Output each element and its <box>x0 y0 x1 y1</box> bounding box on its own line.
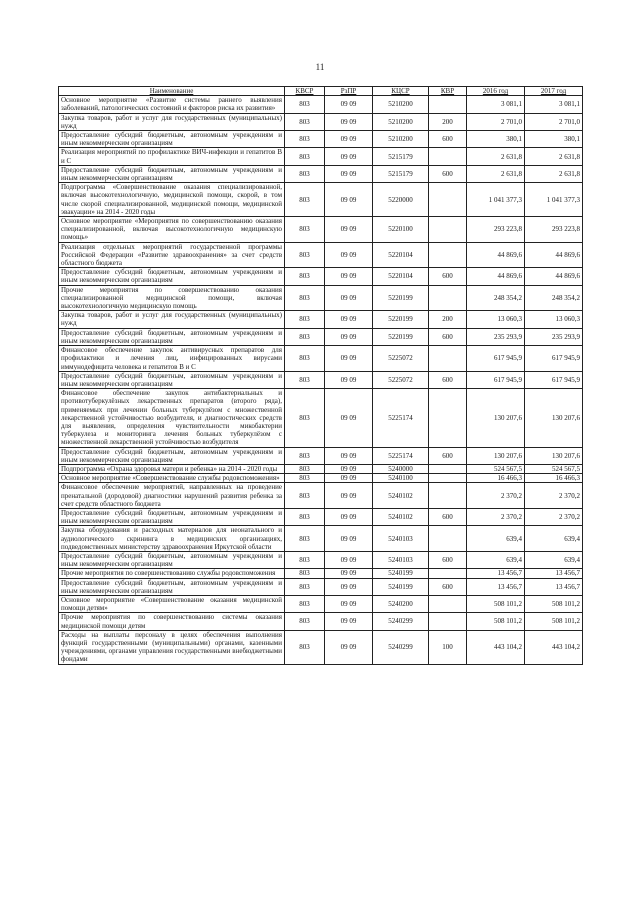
row-kcsr: 5240199 <box>373 578 429 595</box>
row-rzpr: 09 09 <box>325 346 373 372</box>
row-kcsr: 5210200 <box>373 131 429 148</box>
row-kvsr: 803 <box>285 447 325 464</box>
row-2016: 130 207,6 <box>467 389 525 447</box>
budget-table <box>58 86 583 665</box>
row-kvr: 200 <box>429 311 467 328</box>
table-row <box>59 483 583 509</box>
row-kcsr: 5215179 <box>373 165 429 182</box>
row-2016: 617 945,9 <box>467 371 525 388</box>
row-kvr <box>429 464 467 473</box>
row-name: Подпрограмма «Совершенствование оказания специализированной, включая высокотехнологичную, медицинской помощи, скорой, в том числе скорой специализированной, медицинской помощи, медицинской эвакуации» на 2014 - 2020 годы <box>59 183 285 217</box>
row-rzpr: 09 09 <box>325 242 373 268</box>
row-kcsr: 5225072 <box>373 371 429 388</box>
row-2016: 2 370,2 <box>467 508 525 525</box>
table-row <box>59 311 583 328</box>
table-row <box>59 217 583 243</box>
table-row <box>59 96 583 113</box>
row-kcsr: 5240103 <box>373 526 429 552</box>
row-kcsr: 5220199 <box>373 328 429 345</box>
row-kvr: 600 <box>429 371 467 388</box>
row-2017: 248 354,2 <box>525 285 583 311</box>
row-2017: 13 456,7 <box>525 578 583 595</box>
row-kvr <box>429 613 467 630</box>
row-kcsr: 5240102 <box>373 508 429 525</box>
row-2017: 508 101,2 <box>525 595 583 612</box>
row-rzpr: 09 09 <box>325 113 373 130</box>
table-row <box>59 551 583 568</box>
row-kvr <box>429 242 467 268</box>
row-kvsr: 803 <box>285 630 325 664</box>
row-2016: 380,1 <box>467 131 525 148</box>
row-kvr <box>429 389 467 447</box>
row-kvsr: 803 <box>285 483 325 509</box>
row-kvr: 600 <box>429 578 467 595</box>
row-2017: 44 869,6 <box>525 268 583 285</box>
header-kvsr: КВСР <box>285 87 325 96</box>
header-rzpr: РзПР <box>325 87 373 96</box>
row-2016: 2 370,2 <box>467 483 525 509</box>
row-rzpr: 09 09 <box>325 389 373 447</box>
row-2016: 13 456,7 <box>467 569 525 578</box>
row-kvr <box>429 346 467 372</box>
row-kcsr: 5240299 <box>373 630 429 664</box>
row-2016: 639,4 <box>467 551 525 568</box>
table-row <box>59 165 583 182</box>
row-kvsr: 803 <box>285 242 325 268</box>
row-2017: 524 567,5 <box>525 464 583 473</box>
table-row <box>59 613 583 630</box>
row-name: Предоставление субсидий бюджетным, автономным учреждениям и иным некоммерческим организациям <box>59 371 285 388</box>
row-kvsr: 803 <box>285 217 325 243</box>
row-kcsr: 5225072 <box>373 346 429 372</box>
table-row <box>59 578 583 595</box>
row-rzpr: 09 09 <box>325 96 373 113</box>
row-name: Предоставление субсидий бюджетным, автономным учреждениям и иным некоммерческим организациям <box>59 131 285 148</box>
row-rzpr: 09 09 <box>325 483 373 509</box>
table-row <box>59 131 583 148</box>
row-2016: 524 567,5 <box>467 464 525 473</box>
row-2016: 16 466,3 <box>467 474 525 483</box>
row-2017: 2 370,2 <box>525 508 583 525</box>
row-2017: 508 101,2 <box>525 613 583 630</box>
row-name: Предоставление субсидий бюджетным, автономным учреждениям и иным некоммерческим организациям <box>59 578 285 595</box>
row-2016: 13 456,7 <box>467 578 525 595</box>
row-kcsr: 5240299 <box>373 613 429 630</box>
row-kcsr: 5225174 <box>373 447 429 464</box>
row-2016: 1 041 377,3 <box>467 183 525 217</box>
row-2017: 16 466,3 <box>525 474 583 483</box>
row-kvsr: 803 <box>285 311 325 328</box>
row-kvsr: 803 <box>285 389 325 447</box>
row-name: Предоставление субсидий бюджетным, автономным учреждениям и иным некоммерческим организациям <box>59 268 285 285</box>
row-kvr: 600 <box>429 447 467 464</box>
row-2017: 639,4 <box>525 526 583 552</box>
row-kcsr: 5240200 <box>373 595 429 612</box>
row-2016: 617 945,9 <box>467 346 525 372</box>
row-2016: 248 354,2 <box>467 285 525 311</box>
row-kvsr: 803 <box>285 508 325 525</box>
row-name: Закупка товаров, работ и услуг для государственных (муниципальных) нужд <box>59 113 285 130</box>
row-2016: 2 701,0 <box>467 113 525 130</box>
row-kvsr: 803 <box>285 96 325 113</box>
header-kcsr: КЦСР <box>373 87 429 96</box>
row-kcsr: 5240102 <box>373 483 429 509</box>
row-kvr: 600 <box>429 131 467 148</box>
row-rzpr: 09 09 <box>325 613 373 630</box>
header-2016: 2016 год <box>467 87 525 96</box>
table-row <box>59 268 583 285</box>
row-rzpr: 09 09 <box>325 508 373 525</box>
row-name: Предоставление субсидий бюджетным, автономным учреждениям и иным некоммерческим организациям <box>59 328 285 345</box>
row-kvr <box>429 183 467 217</box>
row-2017: 13 456,7 <box>525 569 583 578</box>
row-name: Подпрограмма «Охрана здоровья матери и ребенка» на 2014 - 2020 годы <box>59 464 285 473</box>
row-2016: 3 081,1 <box>467 96 525 113</box>
page-number: 11 <box>315 62 325 72</box>
row-kcsr: 5240100 <box>373 474 429 483</box>
table-row <box>59 113 583 130</box>
row-name: Предоставление субсидий бюджетным, автономным учреждениям и иным некоммерческим организациям <box>59 551 285 568</box>
row-2017: 2 631,8 <box>525 165 583 182</box>
row-kcsr: 5215179 <box>373 148 429 165</box>
row-2017: 443 104,2 <box>525 630 583 664</box>
row-2017: 2 370,2 <box>525 483 583 509</box>
row-2017: 380,1 <box>525 131 583 148</box>
row-2016: 639,4 <box>467 526 525 552</box>
row-kvsr: 803 <box>285 474 325 483</box>
row-kvsr: 803 <box>285 464 325 473</box>
row-kvsr: 803 <box>285 328 325 345</box>
row-2017: 639,4 <box>525 551 583 568</box>
row-name: Основное мероприятие «Развитие системы раннего выявления заболеваний, патологических состояний и факторов риска их развития» <box>59 96 285 113</box>
row-kvsr: 803 <box>285 613 325 630</box>
row-rzpr: 09 09 <box>325 447 373 464</box>
table-row <box>59 630 583 664</box>
row-rzpr: 09 09 <box>325 474 373 483</box>
row-kvsr: 803 <box>285 569 325 578</box>
row-2016: 293 223,8 <box>467 217 525 243</box>
row-name: Реализация отдельных мероприятий государственной программы Российской Федерации «Развитие здравоохранения» за счет средств областного бюджета <box>59 242 285 268</box>
row-2017: 1 041 377,3 <box>525 183 583 217</box>
header-kvr: КВР <box>429 87 467 96</box>
row-kvsr: 803 <box>285 148 325 165</box>
row-rzpr: 09 09 <box>325 285 373 311</box>
row-kvsr: 803 <box>285 113 325 130</box>
row-kvr <box>429 285 467 311</box>
table-row <box>59 508 583 525</box>
row-kvr: 600 <box>429 551 467 568</box>
row-rzpr: 09 09 <box>325 578 373 595</box>
table-row <box>59 328 583 345</box>
row-kvsr: 803 <box>285 526 325 552</box>
row-name: Основное мероприятие «Мероприятия по совершенствованию оказания специализированной, включая высокотехнологичную медицинскую помощь» <box>59 217 285 243</box>
row-kcsr: 5240199 <box>373 569 429 578</box>
row-rzpr: 09 09 <box>325 183 373 217</box>
row-kcsr: 5220104 <box>373 242 429 268</box>
row-rzpr: 09 09 <box>325 268 373 285</box>
row-2016: 508 101,2 <box>467 613 525 630</box>
row-kcsr: 5240103 <box>373 551 429 568</box>
table-row <box>59 464 583 473</box>
row-name: Предоставление субсидий бюджетным, автономным учреждениям и иным некоммерческим организациям <box>59 508 285 525</box>
row-kvsr: 803 <box>285 285 325 311</box>
row-kcsr: 5220000 <box>373 183 429 217</box>
row-kcsr: 5220199 <box>373 311 429 328</box>
header-name: Наименование <box>59 87 285 96</box>
row-name: Прочие мероприятия по совершенствованию оказания специализированной медицинской помощи, включая высокотехнологичную медицинскую помощь <box>59 285 285 311</box>
row-kvsr: 803 <box>285 595 325 612</box>
row-2017: 235 293,9 <box>525 328 583 345</box>
row-name: Предоставление субсидий бюджетным, автономным учреждениям и иным некоммерческим организациям <box>59 447 285 464</box>
row-kvsr: 803 <box>285 551 325 568</box>
row-name: Реализация мероприятий по профилактике ВИЧ-инфекции и гепатитов В и С <box>59 148 285 165</box>
row-kvr <box>429 526 467 552</box>
row-kcsr: 5220104 <box>373 268 429 285</box>
row-2017: 44 869,6 <box>525 242 583 268</box>
row-kcsr: 5220100 <box>373 217 429 243</box>
table-row <box>59 148 583 165</box>
row-rzpr: 09 09 <box>325 569 373 578</box>
table-row <box>59 474 583 483</box>
row-2016: 2 631,8 <box>467 148 525 165</box>
table-row <box>59 183 583 217</box>
row-rzpr: 09 09 <box>325 131 373 148</box>
row-rzpr: 09 09 <box>325 630 373 664</box>
row-kcsr: 5240000 <box>373 464 429 473</box>
row-kvr <box>429 569 467 578</box>
table-row <box>59 595 583 612</box>
row-2017: 3 081,1 <box>525 96 583 113</box>
table-row <box>59 526 583 552</box>
row-2017: 130 207,6 <box>525 389 583 447</box>
table-row <box>59 389 583 447</box>
row-2017: 617 945,9 <box>525 371 583 388</box>
row-kvr: 600 <box>429 508 467 525</box>
row-kvr <box>429 217 467 243</box>
row-kcsr: 5225174 <box>373 389 429 447</box>
row-kvr: 200 <box>429 113 467 130</box>
table-row <box>59 371 583 388</box>
row-2016: 235 293,9 <box>467 328 525 345</box>
row-name: Закупка товаров, работ и услуг для государственных (муниципальных) нужд <box>59 311 285 328</box>
row-kvr: 600 <box>429 328 467 345</box>
row-2017: 617 945,9 <box>525 346 583 372</box>
row-name: Финансовое обеспечение мероприятий, направленных на проведение пренатальной (дородовой) диагностики нарушений развития ребенка за счет средств областного бюджета <box>59 483 285 509</box>
row-2016: 2 631,8 <box>467 165 525 182</box>
row-name: Закупка оборудования и расходных материалов для неонатального и аудиологического скрининга в медицинских организациях, подведомственных министерству здравоохранения Иркутской области <box>59 526 285 552</box>
row-2016: 508 101,2 <box>467 595 525 612</box>
row-rzpr: 09 09 <box>325 148 373 165</box>
row-kvsr: 803 <box>285 183 325 217</box>
row-kcsr: 5210200 <box>373 96 429 113</box>
row-kvsr: 803 <box>285 578 325 595</box>
row-name: Финансовое обеспечение закупок антибактериальных и противотуберкулёзных лекарственных препаратов (второго ряда), применяемых при лечении больных туберкулёзом с множественной лекарственной устойчивостью возбудителя, и диагностических средств для выявления, определения чувствительности микобактерии туберкулеза и мониторинга лечения больных туберкулёзом с множественной лекарственной устойчивостью возбудителя <box>59 389 285 447</box>
row-2017: 130 207,6 <box>525 447 583 464</box>
row-kvr <box>429 474 467 483</box>
row-kvr: 600 <box>429 268 467 285</box>
table-row <box>59 447 583 464</box>
row-kvr: 100 <box>429 630 467 664</box>
row-rzpr: 09 09 <box>325 165 373 182</box>
row-2016: 44 869,6 <box>467 268 525 285</box>
row-rzpr: 09 09 <box>325 371 373 388</box>
row-2017: 293 223,8 <box>525 217 583 243</box>
row-kvr <box>429 483 467 509</box>
row-kvr <box>429 96 467 113</box>
row-2017: 13 060,3 <box>525 311 583 328</box>
row-name: Финансовое обеспечение закупок антивирусных препаратов для профилактики и лечения лиц, инфицированных вирусами иммунодефицита человека и гепатитов В и С <box>59 346 285 372</box>
row-rzpr: 09 09 <box>325 311 373 328</box>
row-rzpr: 09 09 <box>325 595 373 612</box>
row-name: Прочие мероприятия по совершенствованию системы оказания медицинской помощи детям <box>59 613 285 630</box>
row-name: Предоставление субсидий бюджетным, автономным учреждениям и иным некоммерческим организациям <box>59 165 285 182</box>
row-name: Основное мероприятие «Совершенствование оказания медицинской помощи детям» <box>59 595 285 612</box>
row-2016: 130 207,6 <box>467 447 525 464</box>
header-row <box>59 87 583 96</box>
row-kvsr: 803 <box>285 371 325 388</box>
row-2016: 443 104,2 <box>467 630 525 664</box>
row-kvsr: 803 <box>285 131 325 148</box>
table-row <box>59 346 583 372</box>
row-rzpr: 09 09 <box>325 551 373 568</box>
row-kvr <box>429 148 467 165</box>
table-row <box>59 242 583 268</box>
row-name: Основное мероприятие «Совершенствование службы родовспоможения» <box>59 474 285 483</box>
row-kvsr: 803 <box>285 165 325 182</box>
row-name: Расходы на выплаты персоналу в целях обеспечения выполнения функций государственными (муниципальными) органами, казенными учреждениями, органами управления государственными внебюджетными фондами <box>59 630 285 664</box>
row-rzpr: 09 09 <box>325 217 373 243</box>
header-2017: 2017 год <box>525 87 583 96</box>
row-rzpr: 09 09 <box>325 328 373 345</box>
table-row <box>59 285 583 311</box>
row-name: Прочие мероприятия по совершенствованию службы родовспоможения <box>59 569 285 578</box>
row-kvsr: 803 <box>285 268 325 285</box>
row-2017: 2 701,0 <box>525 113 583 130</box>
row-rzpr: 09 09 <box>325 464 373 473</box>
row-rzpr: 09 09 <box>325 526 373 552</box>
table-row <box>59 569 583 578</box>
row-kvsr: 803 <box>285 346 325 372</box>
row-2016: 13 060,3 <box>467 311 525 328</box>
row-kcsr: 5220199 <box>373 285 429 311</box>
row-2017: 2 631,8 <box>525 148 583 165</box>
row-2016: 44 869,6 <box>467 242 525 268</box>
row-kvr <box>429 595 467 612</box>
row-kvr: 600 <box>429 165 467 182</box>
row-kcsr: 5210200 <box>373 113 429 130</box>
